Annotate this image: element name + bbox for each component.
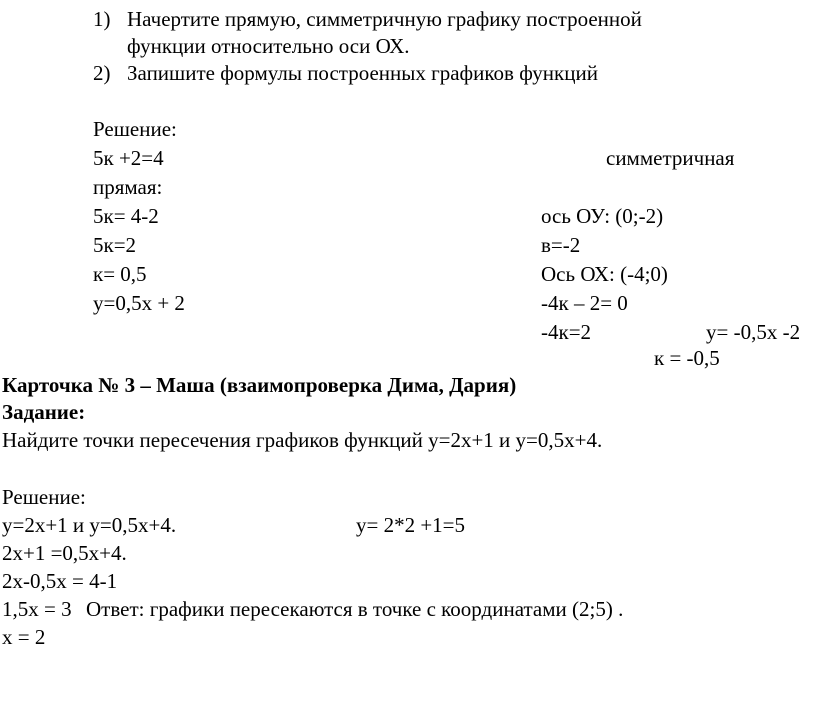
solution-1-step-2: 5к= 4-2 [93,204,159,228]
symmetric-label-continued: прямая: [93,175,163,199]
ox-axis-point: Ось ОХ: (-4;0) [541,262,668,286]
solution-2-step-4: 1,5х = 3 [2,597,72,621]
task-1-text-line1: Начертите прямую, симметричную графику построенной [127,7,642,31]
solution-1-step-3: 5к=2 [93,233,137,257]
k-result: к = -0,5 [654,346,720,370]
answer-text: Ответ: графики пересекаются в точке с координатами (2;5) . [86,597,624,621]
task-1-text-line2: функции относительно оси ОХ. [127,34,410,58]
task-2-number: 2) [93,61,111,85]
solution-2-heading: Решение: [2,485,86,509]
solution-1-formula: у=0,5х + 2 [93,291,185,315]
task-1-number: 1) [93,7,111,31]
solution-1-heading: Решение: [93,117,177,141]
symmetric-formula: у= -0,5х -2 [706,320,801,344]
card-title: Карточка № 3 – Маша (взаимопроверка Дима, Дария) [2,373,517,397]
symmetric-label: симметричная [606,146,735,170]
solution-2-step-3: 2х-0,5х = 4-1 [2,569,118,593]
solution-1-step-1: 5к +2=4 [93,146,164,170]
solution-2-step-5: х = 2 [2,625,46,649]
solution-2-step-2: 2х+1 =0,5х+4. [2,541,127,565]
solution-1-step-4: к= 0,5 [93,262,147,286]
b-value: в=-2 [541,233,581,257]
k-equation: -4к – 2= 0 [541,291,628,315]
oy-axis-point: ось ОУ: (0;-2) [541,204,664,228]
task-2-text: Запишите формулы построенных графиков функций [127,61,598,85]
task-text: Найдите точки пересечения графиков функций у=2х+1 и у=0,5х+4. [2,428,603,452]
k-equation-simplified: -4к=2 [541,320,592,344]
task-label: Задание: [2,400,86,424]
solution-2-y-calc: у= 2*2 +1=5 [356,513,466,537]
solution-2-step-1: у=2х+1 и у=0,5х+4. [2,513,177,537]
